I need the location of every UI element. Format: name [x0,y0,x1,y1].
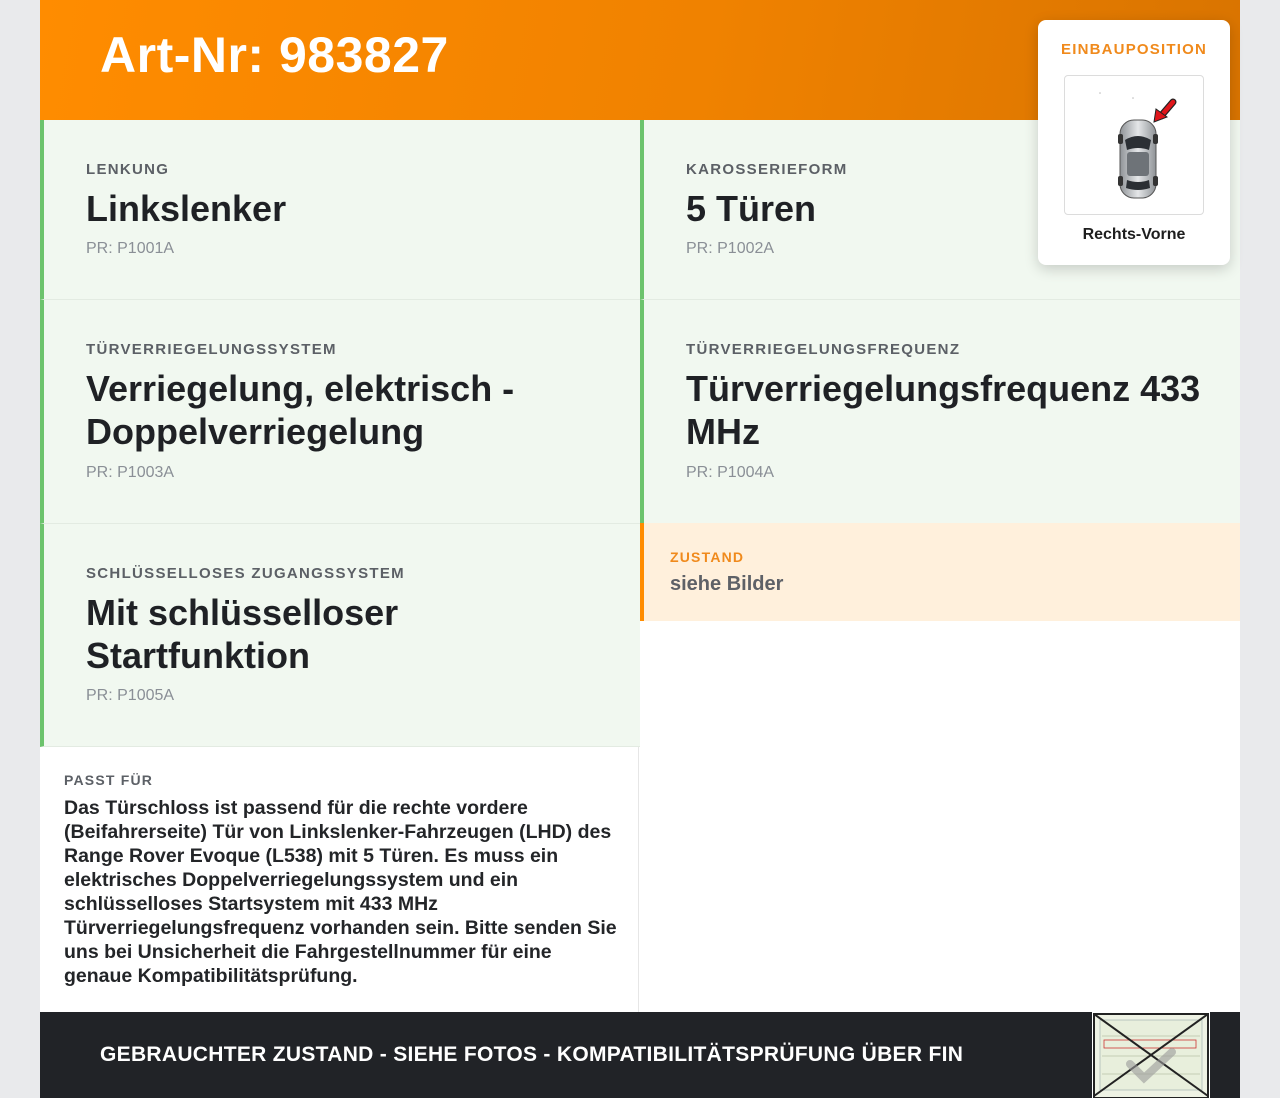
spec-value: Linkslenker [86,188,287,229]
condition-label: ZUSTAND [670,549,745,565]
spec-locking-frequency [640,300,1240,524]
footer-bar [40,1012,1240,1098]
spec-locking-system [40,300,640,524]
condition-value: siehe Bilder [670,573,784,595]
condition-box [640,523,1240,621]
spec-value: Mit schlüsselloser Startfunktion [86,592,399,676]
spec-value: 5 Türen [686,188,817,229]
spec-pr-code: PR: P1003A [86,464,175,481]
car-top-view-arrow-icon [1064,75,1204,215]
spec-steering [40,120,640,300]
compatibility-label: PASST FÜR [64,772,154,788]
mounting-position-card [1038,20,1230,265]
footer-text: GEBRAUCHTER ZUSTAND - SIEHE FOTOS - KOMPATIBILITÄTSPRÜFUNG ÜBER FIN [100,1043,964,1066]
spec-label: LENKUNG [86,161,170,178]
spec-value: Verriegelung, elektrisch - Doppelverriegelung [86,368,515,452]
spec-pr-code: PR: P1004A [686,464,775,481]
spec-pr-code: PR: P1002A [686,240,775,257]
article-number-title: Art-Nr: 983827 [100,27,449,83]
product-sheet [40,0,1240,1098]
compatibility-section [40,747,639,1012]
spec-pr-code: PR: P1001A [86,240,175,257]
mounting-position-title: EINBAUPOSITION [1061,41,1207,58]
spec-pr-code: PR: P1005A [86,687,175,704]
spec-label: SCHLÜSSELLOSES ZUGANGSSYSTEM [86,565,405,582]
compatibility-text: Das Türschloss ist passend für die rechte vordere (Beifahrerseite) Tür von Linkslenker-Fahrzeugen (LHD) des Range Rover Evoque (L538) mit 5 Türen. Es muss ein elektrisches Doppelverriegelungssystem und ein schlüsselloses Startsystem mit 433 MHz Türverriegelungsfrequenz vorhanden sein. Bitte senden Sie uns bei Unsicherheit die Fahrgestellnummer für eine genaue Kompatibilitätsprüfung. [64,797,617,987]
mounting-position-label: Rechts-Vorne [1082,226,1186,243]
vehicle-registration-document-icon [1092,1012,1210,1098]
spec-keyless-entry [40,524,640,747]
spec-label: KAROSSERIEFORM [686,161,848,178]
spec-label: TÜRVERRIEGELUNGSSYSTEM [86,341,337,358]
spec-label: TÜRVERRIEGELUNGSFREQUENZ [686,341,961,358]
spec-value: Türverriegelungsfrequenz 433 MHz [686,368,1201,452]
